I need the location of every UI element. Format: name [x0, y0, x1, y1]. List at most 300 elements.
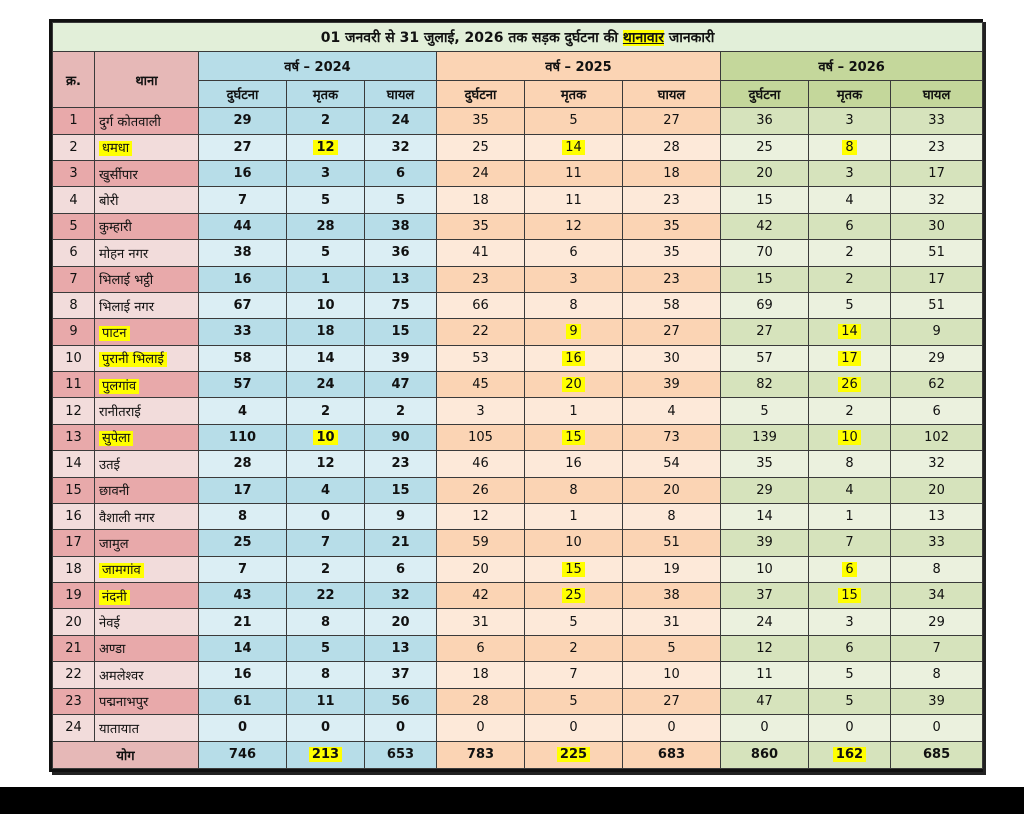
- value-cell: [437, 134, 525, 160]
- value-cell: [721, 372, 809, 398]
- value-cell: [721, 503, 809, 529]
- value-text: 39: [756, 535, 773, 551]
- value-text: 0: [320, 509, 331, 525]
- value-cell: [891, 134, 983, 160]
- value-cell: [437, 556, 525, 582]
- header-serial: क्र.: [53, 52, 95, 108]
- value-cell: [287, 714, 365, 741]
- value-cell: [623, 108, 721, 134]
- station-name: जामुल: [99, 536, 129, 552]
- value-text: 38: [233, 245, 252, 261]
- value-text: 4: [845, 192, 854, 208]
- value-text: 5: [320, 192, 331, 208]
- value-text: 7: [320, 535, 331, 551]
- total-value-cell: [287, 741, 365, 768]
- value-cell: [287, 266, 365, 292]
- value-text: 2: [320, 561, 331, 577]
- serial-cell: 4: [53, 187, 95, 213]
- value-text: 24: [391, 113, 410, 129]
- value-cell: [199, 266, 287, 292]
- station-cell: [95, 530, 199, 556]
- value-cell: [623, 609, 721, 635]
- value-text: 5: [760, 403, 769, 419]
- serial-cell: 5: [53, 213, 95, 239]
- station-cell: [95, 609, 199, 635]
- value-cell: [891, 688, 983, 714]
- value-cell: [365, 345, 437, 371]
- value-cell: [365, 424, 437, 450]
- value-cell: [365, 635, 437, 661]
- value-cell: [287, 556, 365, 582]
- serial-cell: 18: [53, 556, 95, 582]
- value-cell: [199, 187, 287, 213]
- table-row: [53, 108, 983, 134]
- value-cell: [891, 583, 983, 609]
- table-body: [53, 108, 983, 741]
- value-text: 10: [316, 298, 335, 314]
- value-cell: [623, 688, 721, 714]
- value-cell: [809, 583, 891, 609]
- value-text: 16: [233, 166, 252, 182]
- value-text: 13: [391, 271, 410, 287]
- value-cell: [623, 424, 721, 450]
- value-text: 33: [928, 113, 945, 129]
- value-cell: [287, 345, 365, 371]
- value-text: 32: [391, 139, 410, 155]
- value-cell: [199, 240, 287, 266]
- district-accident-table-frame: [49, 19, 983, 772]
- value-cell: [623, 345, 721, 371]
- value-text: 6: [476, 640, 485, 656]
- value-text: 54: [663, 456, 680, 472]
- value-cell: [287, 240, 365, 266]
- value-text: 10: [838, 430, 861, 445]
- value-cell: [437, 503, 525, 529]
- value-text: 31: [472, 614, 489, 630]
- value-text: 18: [316, 324, 335, 340]
- value-text: 2: [395, 403, 406, 419]
- value-text: 26: [472, 482, 489, 498]
- value-text: 51: [928, 298, 945, 314]
- value-cell: [623, 477, 721, 503]
- header-year-2025: वर्ष – 2025: [437, 52, 721, 80]
- value-text: 8: [842, 140, 856, 155]
- value-cell: [525, 530, 623, 556]
- value-text: 13: [391, 640, 410, 656]
- value-cell: [365, 240, 437, 266]
- value-text: 19: [663, 561, 680, 577]
- value-cell: [623, 187, 721, 213]
- value-text: 0: [476, 720, 485, 736]
- value-text: 5: [569, 693, 578, 709]
- value-cell: [437, 108, 525, 134]
- value-text: 0: [569, 720, 578, 736]
- value-text: 47: [756, 693, 773, 709]
- total-value-cell: [623, 741, 721, 768]
- table-row: [53, 556, 983, 582]
- value-cell: [809, 240, 891, 266]
- value-text: 0: [395, 720, 406, 736]
- value-text: 21: [391, 535, 410, 551]
- serial-cell: 8: [53, 292, 95, 318]
- table-row: [53, 662, 983, 688]
- value-cell: [525, 583, 623, 609]
- value-cell: [721, 714, 809, 741]
- value-text: 102: [924, 429, 949, 445]
- value-cell: [437, 213, 525, 239]
- value-cell: [721, 451, 809, 477]
- total-value-cell: [891, 741, 983, 768]
- value-cell: [721, 662, 809, 688]
- value-text: 8: [932, 667, 941, 683]
- value-cell: [525, 319, 623, 345]
- value-text: 22: [472, 324, 489, 340]
- serial-cell: 1: [53, 108, 95, 134]
- value-text: 1: [569, 509, 578, 525]
- value-text: 7: [237, 561, 248, 577]
- value-text: 17: [928, 271, 945, 287]
- station-name: मोहन नगर: [99, 246, 149, 262]
- value-cell: [891, 714, 983, 741]
- value-cell: [199, 609, 287, 635]
- station-name: उतई: [99, 457, 120, 473]
- value-cell: [721, 583, 809, 609]
- value-text: 7: [845, 535, 854, 551]
- header-col: मृतक: [525, 80, 623, 107]
- table-row: [53, 688, 983, 714]
- value-text: 14: [756, 509, 773, 525]
- station-cell: [95, 292, 199, 318]
- value-text: 3: [845, 614, 854, 630]
- value-text: 57: [756, 350, 773, 366]
- value-cell: [437, 477, 525, 503]
- value-text: 3: [569, 271, 578, 287]
- value-text: 17: [233, 482, 252, 498]
- value-text: 25: [233, 535, 252, 551]
- value-cell: [809, 345, 891, 371]
- serial-cell: 2: [53, 134, 95, 160]
- value-cell: [809, 266, 891, 292]
- value-text: 18: [472, 667, 489, 683]
- value-text: 8: [932, 561, 941, 577]
- value-text: 5: [569, 614, 578, 630]
- value-text: 2: [320, 113, 331, 129]
- value-cell: [437, 266, 525, 292]
- station-cell: [95, 635, 199, 661]
- value-text: 0: [237, 720, 248, 736]
- value-text: 53: [472, 350, 489, 366]
- value-text: 105: [468, 429, 493, 445]
- serial-cell: 7: [53, 266, 95, 292]
- value-text: 5: [845, 693, 854, 709]
- value-text: 35: [663, 218, 680, 234]
- value-cell: [199, 451, 287, 477]
- value-cell: [891, 319, 983, 345]
- serial-cell: 24: [53, 714, 95, 741]
- value-text: 33: [233, 324, 252, 340]
- value-text: 5: [845, 667, 854, 683]
- value-text: 14: [838, 324, 861, 339]
- value-cell: [437, 161, 525, 187]
- table-row: [53, 609, 983, 635]
- value-text: 6: [569, 245, 578, 261]
- value-text: 12: [313, 140, 337, 155]
- value-cell: [437, 688, 525, 714]
- value-cell: [525, 108, 623, 134]
- serial-cell: 19: [53, 583, 95, 609]
- value-cell: [525, 635, 623, 661]
- value-text: 82: [756, 377, 773, 393]
- value-cell: [525, 161, 623, 187]
- value-cell: [287, 292, 365, 318]
- value-text: 37: [756, 588, 773, 604]
- value-text: 57: [233, 377, 252, 393]
- value-cell: [623, 583, 721, 609]
- header-col: घायल: [365, 80, 437, 107]
- value-text: 35: [472, 113, 489, 129]
- value-cell: [623, 556, 721, 582]
- serial-cell: 20: [53, 609, 95, 635]
- value-text: 6: [395, 561, 406, 577]
- value-text: 15: [756, 271, 773, 287]
- value-cell: [365, 161, 437, 187]
- value-text: 28: [663, 139, 680, 155]
- value-cell: [623, 372, 721, 398]
- table-row: [53, 161, 983, 187]
- value-cell: [891, 609, 983, 635]
- value-cell: [365, 108, 437, 134]
- station-name: पद्मनाभपुर: [99, 695, 149, 711]
- value-text: 62: [928, 377, 945, 393]
- value-cell: [891, 530, 983, 556]
- header-col: घायल: [623, 80, 721, 107]
- value-cell: [437, 345, 525, 371]
- value-text: 27: [756, 324, 773, 340]
- station-cell: [95, 424, 199, 450]
- value-text: 12: [316, 456, 335, 472]
- value-text: 3: [845, 113, 854, 129]
- serial-cell: 16: [53, 503, 95, 529]
- value-cell: [437, 530, 525, 556]
- value-text: 20: [472, 561, 489, 577]
- value-cell: [809, 398, 891, 424]
- value-text: 24: [472, 166, 489, 182]
- value-cell: [287, 213, 365, 239]
- station-name: भिलाई भट्ठी: [99, 273, 154, 289]
- station-cell: [95, 372, 199, 398]
- value-text: 75: [391, 298, 410, 314]
- value-cell: [199, 134, 287, 160]
- total-value-cell: [437, 741, 525, 768]
- value-cell: [365, 134, 437, 160]
- value-text: 16: [562, 351, 585, 366]
- title-highlight: थानावार: [622, 29, 664, 46]
- station-cell: [95, 134, 199, 160]
- value-text: 29: [756, 482, 773, 498]
- value-cell: [199, 635, 287, 661]
- value-text: 1: [845, 509, 854, 525]
- value-cell: [199, 530, 287, 556]
- value-cell: [287, 688, 365, 714]
- value-cell: [623, 134, 721, 160]
- value-cell: [525, 662, 623, 688]
- value-cell: [199, 292, 287, 318]
- value-cell: [365, 451, 437, 477]
- value-cell: [809, 372, 891, 398]
- value-cell: [891, 635, 983, 661]
- value-cell: [721, 345, 809, 371]
- value-cell: [809, 503, 891, 529]
- station-name: यातायात: [99, 721, 140, 737]
- value-text: 6: [845, 218, 854, 234]
- value-text: 15: [562, 562, 585, 577]
- value-cell: [437, 292, 525, 318]
- table-row: [53, 372, 983, 398]
- station-name: नंदनी: [99, 590, 130, 605]
- value-text: 41: [472, 245, 489, 261]
- total-value-cell: [365, 741, 437, 768]
- value-cell: [287, 503, 365, 529]
- value-text: 2: [845, 271, 854, 287]
- value-text: 59: [472, 535, 489, 551]
- serial-cell: 6: [53, 240, 95, 266]
- value-text: 27: [663, 693, 680, 709]
- value-cell: [199, 213, 287, 239]
- value-cell: [365, 187, 437, 213]
- station-name: अण्डा: [99, 642, 126, 658]
- value-cell: [365, 372, 437, 398]
- value-cell: [365, 213, 437, 239]
- value-cell: [809, 609, 891, 635]
- value-cell: [721, 266, 809, 292]
- table-row: [53, 530, 983, 556]
- value-cell: [809, 688, 891, 714]
- value-cell: [199, 477, 287, 503]
- serial-cell: 23: [53, 688, 95, 714]
- value-cell: [199, 714, 287, 741]
- station-cell: [95, 583, 199, 609]
- station-name: छावनी: [99, 484, 130, 500]
- value-cell: [365, 530, 437, 556]
- station-cell: [95, 345, 199, 371]
- value-text: 47: [391, 377, 410, 393]
- value-text: 33: [928, 535, 945, 551]
- value-cell: [199, 161, 287, 187]
- value-cell: [287, 477, 365, 503]
- value-cell: [365, 503, 437, 529]
- value-text: 39: [928, 693, 945, 709]
- value-cell: [891, 108, 983, 134]
- header-col: घायल: [891, 80, 983, 107]
- value-cell: [199, 583, 287, 609]
- value-cell: [891, 292, 983, 318]
- station-cell: [95, 714, 199, 741]
- value-cell: [623, 530, 721, 556]
- value-cell: [437, 609, 525, 635]
- value-text: 5: [845, 298, 854, 314]
- title-before: 01 जनवरी से 31 जुलाई, 2026 तक सड़क दुर्घटना की: [320, 29, 623, 46]
- total-value-text: 746: [228, 747, 257, 763]
- value-text: 6: [932, 403, 941, 419]
- value-text: 1: [320, 271, 331, 287]
- header-col: मृतक: [287, 80, 365, 107]
- value-text: 15: [391, 324, 410, 340]
- value-text: 10: [313, 430, 337, 445]
- value-cell: [721, 292, 809, 318]
- serial-cell: 15: [53, 477, 95, 503]
- serial-cell: 22: [53, 662, 95, 688]
- value-cell: [721, 609, 809, 635]
- header-col: मृतक: [809, 80, 891, 107]
- value-text: 31: [663, 614, 680, 630]
- value-cell: [891, 213, 983, 239]
- value-text: 12: [472, 509, 489, 525]
- value-cell: [721, 688, 809, 714]
- value-text: 26: [838, 377, 861, 392]
- header-year-2026: वर्ष – 2026: [721, 52, 983, 80]
- value-text: 70: [756, 245, 773, 261]
- value-cell: [365, 662, 437, 688]
- value-cell: [809, 451, 891, 477]
- value-cell: [365, 319, 437, 345]
- value-cell: [721, 134, 809, 160]
- value-text: 7: [237, 192, 248, 208]
- value-text: 35: [472, 218, 489, 234]
- value-text: 42: [472, 588, 489, 604]
- value-cell: [721, 635, 809, 661]
- value-text: 17: [838, 351, 861, 366]
- value-text: 30: [928, 218, 945, 234]
- table-row: [53, 583, 983, 609]
- header-year-2024: वर्ष – 2024: [199, 52, 437, 80]
- value-text: 29: [928, 614, 945, 630]
- value-text: 2: [320, 403, 331, 419]
- table-row: [53, 451, 983, 477]
- value-cell: [809, 714, 891, 741]
- total-value-text: 685: [923, 747, 951, 763]
- station-name: अमलेश्वर: [99, 668, 144, 684]
- value-text: 28: [316, 218, 335, 234]
- value-text: 27: [663, 324, 680, 340]
- value-text: 4: [237, 403, 248, 419]
- header-col: दुर्घटना: [199, 80, 287, 107]
- station-cell: [95, 108, 199, 134]
- value-text: 25: [756, 139, 773, 155]
- value-cell: [891, 398, 983, 424]
- value-text: 23: [391, 456, 410, 472]
- value-text: 7: [932, 640, 941, 656]
- value-text: 1: [569, 403, 578, 419]
- serial-cell: 12: [53, 398, 95, 424]
- value-text: 5: [667, 640, 676, 656]
- value-cell: [809, 662, 891, 688]
- value-cell: [287, 583, 365, 609]
- station-cell: [95, 240, 199, 266]
- value-text: 5: [320, 640, 331, 656]
- value-cell: [525, 134, 623, 160]
- value-cell: [437, 398, 525, 424]
- serial-cell: 11: [53, 372, 95, 398]
- station-cell: [95, 477, 199, 503]
- station-name: पुरानी भिलाई: [99, 352, 167, 367]
- station-name: बोरी: [99, 194, 119, 210]
- value-text: 8: [845, 456, 854, 472]
- value-cell: [365, 583, 437, 609]
- value-cell: [623, 240, 721, 266]
- value-text: 6: [845, 640, 854, 656]
- value-text: 51: [663, 535, 680, 551]
- value-cell: [809, 292, 891, 318]
